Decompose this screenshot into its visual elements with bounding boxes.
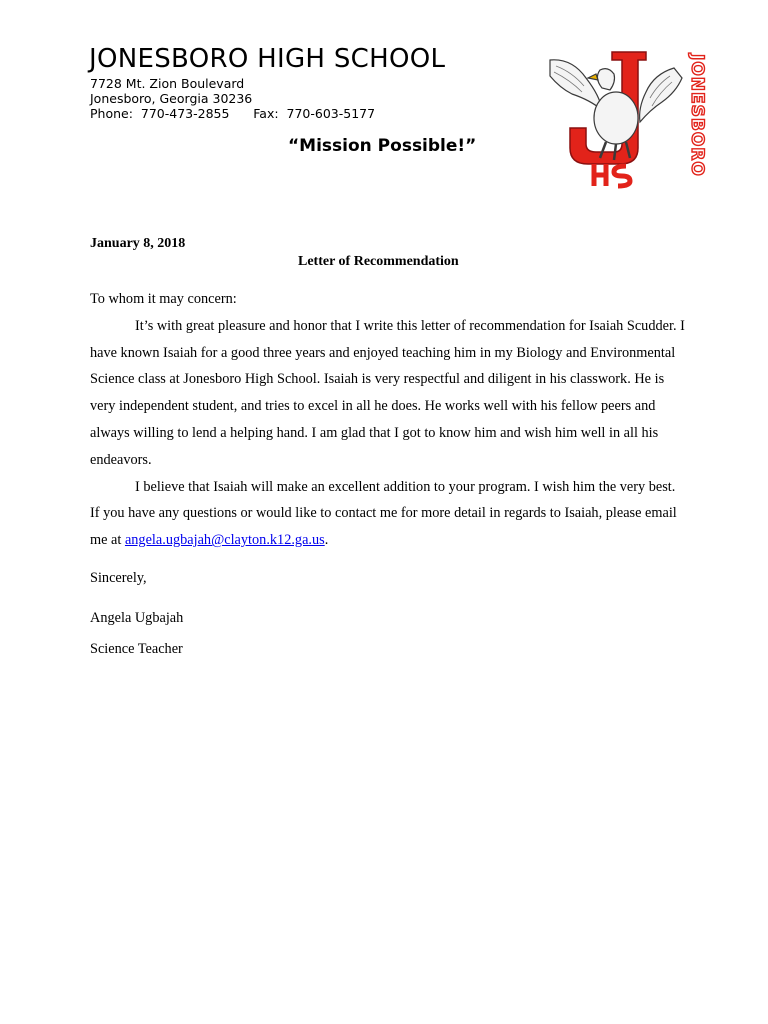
letter-subject: Letter of Recommendation: [298, 254, 459, 269]
paragraph-2-text: I believe that Isaiah will make an excellent addition to your program. I wish him the very best. If you have any questions or would like to contact me for more detail in regards to Isaiah, please email me at: [90, 478, 677, 549]
email-link[interactable]: angela.ugbajah@clayton.k12.ga.us: [124, 532, 325, 549]
closing: Sincerely,: [90, 570, 147, 586]
paragraph-1: It’s with great pleasure and honor that I write this letter of recommendation for Isaiah Scudder. I have known Isaiah for a good three years and enjoyed teaching him in my Biology and Environmental Science class at Jonesboro High School. Isaiah is very respectful and diligent in his classwork. He is very independent student, and tries to excel in all he does. He works well with his fellow peers and always willing to lend a helping hand. I am glad that I got to know him and wish him well in all his endeavors.: [90, 317, 685, 468]
signer-title: Science Teacher: [90, 641, 183, 657]
school-name: JONESBORO HIGH SCHOOL: [89, 44, 446, 74]
eagle-mascot-logo-icon: [542, 48, 707, 190]
phone-fax-line: Phone: 770-473-2855 Fax: 770-603-5177: [90, 106, 376, 121]
school-motto: “Mission Possible!”: [288, 136, 477, 156]
address-line-2: Jonesboro, Georgia 30236: [90, 91, 253, 106]
salutation: To whom it may concern:: [90, 291, 237, 307]
letter-date: January 8, 2018: [90, 236, 186, 251]
logo-vertical-text: JONESBORO: [687, 54, 707, 177]
signer-name: Angela Ugbajah: [90, 610, 184, 626]
paragraph-2: [90, 474, 688, 554]
address-line-1: 7728 Mt. Zion Boulevard: [90, 76, 245, 91]
paragraph-2-end: .: [324, 532, 329, 549]
letter-body: [90, 286, 688, 554]
